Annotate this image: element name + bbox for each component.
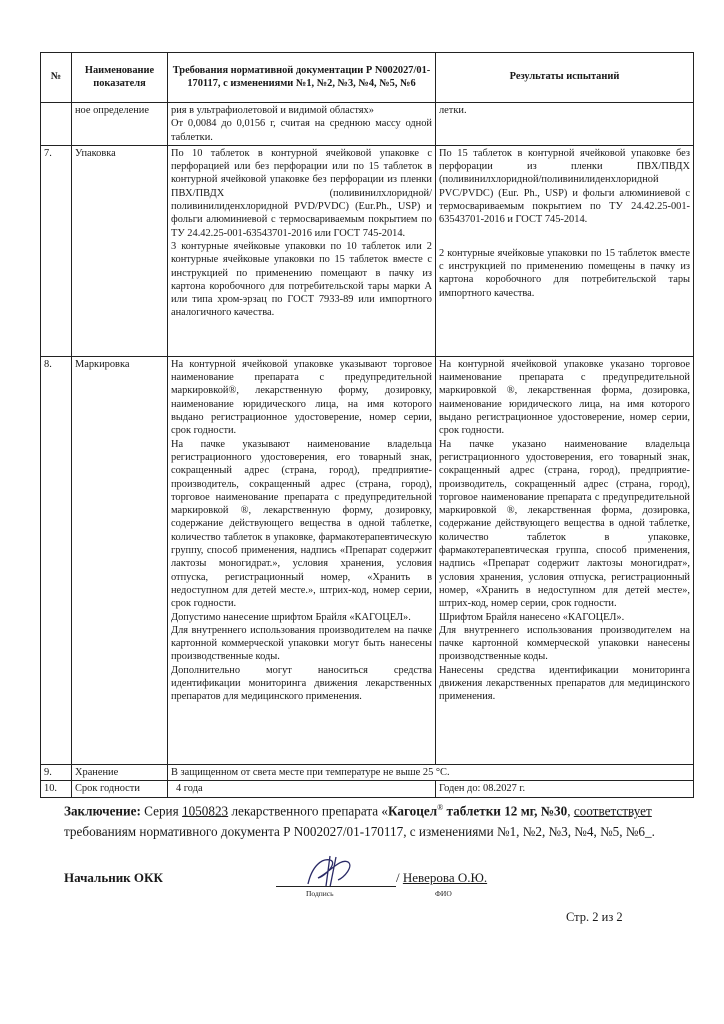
results-table xyxy=(40,52,694,798)
requirements-text: Для внутреннего использования производителем на пачке картонной коммерческой упаковки могут быть нанесены производственные коды. xyxy=(171,624,432,663)
position-title: Начальник ОКК xyxy=(64,870,163,885)
table-row-continuation xyxy=(41,103,694,146)
conclusion-text: , xyxy=(567,803,571,819)
compliance-verdict: соответствует xyxy=(573,803,652,819)
table-row-marking xyxy=(41,356,694,764)
requirements-text: По 10 таблеток в контурной ячейковой упаковке с перфорацией или без перфорации или по 15 таблеток в контурной ячейковой упаковке без перфорации из пленки ПВХ/ПВДХ (поливинилхлоридной/поливинилиденхлоридной PVD/PVDC) (Eur.Ph., USP) и фольги алюминиевой с термосвариваемым покрытием по ТУ 24.42.25-001-63543701-2016 или ГОСТ 745-2014. xyxy=(171,147,432,239)
cell-name: Хранение xyxy=(72,764,168,780)
name-separator: / xyxy=(396,870,400,885)
cell-num: 8. xyxy=(41,356,72,764)
cell-requirements xyxy=(168,145,436,356)
requirements-text: 3 контурные ячейковые упаковки по 10 таблеток или 2 контурные ячейковые упаковки по 15 таблеток вместе с инструкцией по применению помещают в пачку из картона коробочного для потребительской тары марки А или типа хром-эрзац по ГОСТ 7933-89 или импортного аналогичного качества. xyxy=(171,240,432,319)
drug-name: Кагоцел xyxy=(388,803,438,819)
results-text: По 15 таблеток в контурной ячейковой упаковке без перфорации из пленки ПВХ/ПВДХ (поливинилхлоридной/поливинилиденхлоридной PVC/PVDC) (Eur. Ph., USP) и фольги алюминиевой с термосвариваемым покрытием по ТУ 24.42.25-001-63543701-2016 и ГОСТ 745-2014. xyxy=(439,147,690,226)
cell-name: Срок годности xyxy=(72,781,168,798)
conclusion-label: Заключение: xyxy=(64,803,141,819)
results-text: Шрифтом Брайля нанесено «КАГОЦЕЛ». xyxy=(439,611,625,623)
cell-results: Годен до: 08.2027 г. xyxy=(436,781,694,798)
cell-requirements xyxy=(168,103,436,146)
requirements-text: Допустимо нанесение шрифтом Брайля «КАГОЦЕЛ». xyxy=(171,611,411,623)
results-text: На пачке указано наименование владельца регистрационного удостоверения, его товарный знак, сокращенный адрес (страна, город), предприятие-производитель, сокращенный адрес (страна, город), торговое наименование препарата с предупредительной маркировкой ®, лекарственная форма, дозировка, содержание действующего вещества в одной таблетке, количество таблеток в упаковке, фармакотерапевтическая группа, способ применения, надпись «Препарат содержит лактозы моногидрат», условия хранения, условия отпуска, регистрационный номер, «Хранить в недоступном для детей месте», штрих-код, номер серии, срок годности. xyxy=(439,438,690,610)
signer-fio: Неверова О.Ю. xyxy=(402,870,488,885)
results-text: На контурной ячейковой упаковке указано торговое наименование препарата с предупредительной маркировкой ®, лекарственная форма, дозировка, наименование юридического лица, на имя которого выдано регистрационное удостоверение, номер серии, срок годности. xyxy=(439,358,690,437)
conclusion-text: лекарственного препарата « xyxy=(231,803,389,819)
requirements-text: рия в ультрафиолетовой и видимой областях» xyxy=(171,105,374,116)
header-requirements: Требования нормативной документации Р N002027/01-170117, с изменениями №1, №2, №3, №4, №5, №6 xyxy=(168,53,436,103)
page-number: Стр. 2 из 2 xyxy=(566,910,623,924)
cell-results: летки. xyxy=(436,103,694,146)
header-name: Наименование показателя xyxy=(72,53,168,103)
results-text: Нанесены средства идентификации мониторинга движения лекарственных препаратов для медицинского применения. xyxy=(439,664,690,703)
handwritten-signature xyxy=(300,854,370,888)
cell-name: Упаковка xyxy=(72,145,168,356)
results-text: Для внутреннего использования производителем на пачке картонной коммерческой упаковки нанесены производственные коды. xyxy=(439,624,690,663)
requirements-text: От 0,0084 до 0,0156 г, считая на среднюю массу одной таблетки. xyxy=(171,118,432,143)
cell-num: 9. xyxy=(41,764,72,780)
table-header-row xyxy=(41,53,694,103)
cell-name: ное определение xyxy=(72,103,168,146)
signature-line xyxy=(276,886,396,887)
series-number: 1050823 xyxy=(181,803,229,819)
table-row-storage xyxy=(41,764,694,780)
registered-mark: ® xyxy=(437,803,444,812)
conclusion-text: требованиям нормативного документа Р N002027/01-170117, с изменениями №1, №2, №3, №4, №5, №6_. xyxy=(64,824,655,840)
cell-results xyxy=(436,356,694,764)
cell-requirements: 4 года xyxy=(168,781,436,798)
table-row-shelf-life xyxy=(41,781,694,798)
cell-num xyxy=(41,103,72,146)
fio-caption: ФИО xyxy=(435,889,452,898)
header-results: Результаты испытаний xyxy=(436,53,694,103)
conclusion-paragraph xyxy=(64,797,682,842)
cell-merged: В защищенном от света месте при температуре не выше 25 °С. xyxy=(168,764,694,780)
requirements-text: На контурной ячейковой упаковке указывают торговое наименование препарата с предупредительной маркировкой®, лекарственную форму, дозировку, наименование юридического лица, на имя которого выдано регистрационное удостоверение, номер серии, срок годности. xyxy=(171,358,432,437)
results-text: 2 контурные ячейковые упаковки по 15 таблеток вместе с инструкцией по применению помещены в пачку из картона коробочного для потребительской тары импортного качества. xyxy=(439,247,690,299)
header-num: № xyxy=(41,53,72,103)
drug-form: таблетки 12 мг, №30 xyxy=(446,803,568,819)
signer-name xyxy=(396,870,487,886)
requirements-text: На пачке указывают наименование владельца регистрационного удостоверения, его товарный знак, сокращенный адрес (страна, город), предприятие-производитель, сокращенный адрес (страна, город), торговое наименование препарата с предупредительной маркировкой ®, лекарственную форму, дозировку, содержание действующего вещества в одной таблетке, количество таблеток в упаковке, фармакотерапевтическую группу, способ применения, надпись «Препарат содержит лактозы моногидрат.», условия хранения, условия отпуска, регистрационный номер, «Хранить в недоступном для детей месте.», штрих-код, номер серии, срок годности. xyxy=(171,438,432,610)
signature-caption: Подпись xyxy=(306,889,334,898)
table-row-packaging xyxy=(41,145,694,356)
cell-name: Маркировка xyxy=(72,356,168,764)
conclusion-text: Серия xyxy=(144,803,179,819)
signature-block xyxy=(64,870,664,910)
cell-num: 10. xyxy=(41,781,72,798)
cell-results xyxy=(436,145,694,356)
cell-num: 7. xyxy=(41,145,72,356)
cell-requirements xyxy=(168,356,436,764)
requirements-text: Дополнительно могут наноситься средства идентификации мониторинга движения лекарственных препаратов для медицинского применения. xyxy=(171,664,432,703)
